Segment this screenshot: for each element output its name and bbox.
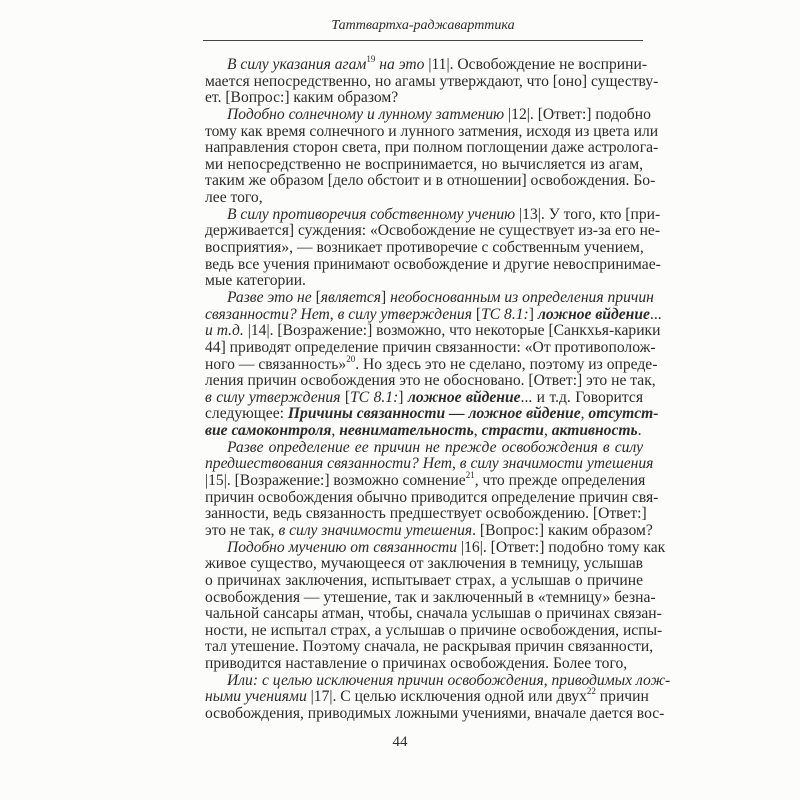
text-line <box>205 556 643 573</box>
text-run: и т.д. <box>205 322 244 340</box>
text-run: . <box>637 422 642 440</box>
text-run: невнимательность <box>339 422 474 440</box>
text-line <box>205 305 662 324</box>
text-run: , <box>451 455 460 473</box>
text-line <box>205 54 648 74</box>
text-run: |15|. [Возражение:] возможно сомнение <box>205 472 466 490</box>
footnote-ref: 22 <box>586 686 596 697</box>
text-run: в силу утверждения <box>337 305 476 323</box>
footnote-ref: 21 <box>465 470 475 481</box>
body-text <box>205 54 671 723</box>
text-line <box>205 372 656 390</box>
text-line <box>205 621 663 640</box>
text-run: [ <box>344 388 351 406</box>
text-line <box>205 440 643 457</box>
text-run: В силу указания агам <box>227 56 367 73</box>
text-run: мые категории. <box>205 272 306 290</box>
text-run: |17|. С целью исключения одной или двух <box>306 688 587 706</box>
text-run: |16|. [Ответ:] подобно тому как <box>457 538 666 556</box>
text-run: [ <box>315 288 321 306</box>
text-run: ложное вйдение <box>407 388 521 406</box>
text-line <box>205 656 643 673</box>
text-run: ] <box>528 305 538 323</box>
text-run: ми непосредственно не воспринимается, но вычисляется из агам, <box>205 155 643 173</box>
text-run: живое существо, мучающееся от заключения в темницу, услышав <box>205 555 643 573</box>
text-line <box>205 353 658 374</box>
text-run: ления причин освобождения это не обосновано. [Ответ:] это не так, <box>205 372 656 390</box>
text-line <box>205 72 659 91</box>
text-run: причин освобождения обычно приводится определение причин свя- <box>205 488 659 506</box>
text-run: Разве это не <box>227 288 316 306</box>
text-run: , <box>473 422 482 440</box>
text-run: ТС 8.1: <box>350 388 399 406</box>
text-line <box>205 273 643 290</box>
text-run: ет. [Вопрос:] каким образом? <box>205 89 399 107</box>
text-run: на это <box>375 56 425 73</box>
text-run: ности, не испытал страх, а услышав о причине освобождения, испы- <box>205 621 663 639</box>
text-run: . Но здесь это не сделано, поэтому из опреде- <box>355 355 658 373</box>
text-run: , <box>329 305 338 323</box>
text-run: ТС 8.1: <box>481 305 529 323</box>
text-line <box>205 538 666 557</box>
text-run: |14|. [Возражение:] возможно, что некоторые [Санкхья-карики <box>243 322 661 340</box>
text-line <box>205 139 659 157</box>
text-run: Разве определение ее причин не прежде освобождения в силу <box>227 438 643 456</box>
text-line <box>205 105 651 124</box>
text-line <box>205 704 665 723</box>
text-run: активность <box>551 422 638 440</box>
running-header: Таттвартха-раджаварттика <box>331 18 515 33</box>
text-run: предшествования связанности? Нет <box>205 455 452 473</box>
text-line <box>205 205 661 224</box>
text-line <box>205 470 646 490</box>
text-line <box>205 390 643 407</box>
text-line <box>205 222 661 240</box>
text-run: |13|. У того, кто [при- <box>515 205 661 223</box>
text-line <box>205 638 654 656</box>
text-run: в силу утверждения <box>205 388 345 406</box>
text-line <box>205 190 643 207</box>
text-run: , что прежде определения <box>474 472 646 490</box>
text-run: мается непосредственно, но агамы утверждают, что [оно] существу- <box>205 72 659 90</box>
text-run: ... <box>649 305 662 323</box>
text-run: ного — связанность» <box>205 355 347 373</box>
footnote-ref: 20 <box>346 353 356 364</box>
text-run: приводимых лож- <box>551 671 671 689</box>
text-run: отсутст- <box>588 405 659 423</box>
text-line <box>205 423 643 440</box>
text-run: таким же образом [дело обстоит и в отношении] освобождения. Бо- <box>205 172 656 190</box>
text-run: |12|. [Ответ:] подобно <box>504 105 651 123</box>
text-line <box>205 405 659 423</box>
text-line <box>205 671 671 690</box>
text-run: занности, ведь связанность предшествует освобождению. [Ответ:] <box>205 505 647 523</box>
text-run: в силу значимости утешения <box>459 455 654 473</box>
text-line <box>205 322 661 340</box>
text-run: это не так, <box>205 521 279 539</box>
text-run: лее того, <box>205 189 263 207</box>
text-run: Подобно солнечному и лунному затмению <box>227 105 505 123</box>
text-line <box>205 488 659 507</box>
text-run: ными учениями <box>205 688 307 706</box>
text-run: |11|. Освобождение не восприни- <box>424 56 648 73</box>
text-run: , <box>543 422 552 440</box>
text-run: , <box>580 405 589 423</box>
text-run: следующее: <box>205 405 288 423</box>
text-line <box>205 521 653 540</box>
text-line <box>205 172 656 190</box>
text-line <box>205 90 643 107</box>
text-run: [ <box>475 305 482 323</box>
text-line <box>205 288 654 307</box>
text-run: направления сторон света, при полном поглощении даже астролога- <box>205 139 659 157</box>
text-run: приводится наставление о причинах освобождения. Более того, <box>205 655 628 673</box>
text-run: держивается] суждения: «Освобождение не существует из-за его не- <box>205 222 661 240</box>
text-line <box>205 240 643 257</box>
text-run: освобождения, приводимых ложными учениями, вначале дается вос- <box>205 704 665 722</box>
text-run: Причины связанности — ложное вйдение <box>287 405 581 423</box>
text-run: восприятия», — возникает противоречие с собственным учением, <box>205 239 644 257</box>
text-run: , <box>543 671 552 689</box>
text-run: ... и т.д. Говорится <box>520 388 643 406</box>
text-run: является <box>320 288 382 306</box>
text-line <box>205 157 643 174</box>
text-run: необоснованным из определения причин <box>386 288 654 306</box>
footnote-ref: 19 <box>366 54 376 64</box>
text-run: ложное вйдение <box>537 305 650 323</box>
text-line <box>205 686 649 706</box>
text-run: ] <box>381 288 387 306</box>
text-run: , <box>331 422 340 440</box>
text-run: о причинах заключения, испытывает страх, а услышав о причине <box>205 571 643 589</box>
text-run: причин <box>595 688 649 706</box>
text-run: вие самоконтроля <box>205 422 332 440</box>
text-run: В силу противоречия собственному учению <box>227 205 516 223</box>
text-line <box>205 338 656 357</box>
text-line <box>205 573 643 590</box>
text-run: 44] приводят определение причин связанности: «От противополож- <box>205 338 656 356</box>
text-line <box>205 505 647 523</box>
text-line <box>205 122 659 141</box>
text-line <box>205 588 656 607</box>
text-run: страсти <box>481 422 544 440</box>
text-line <box>205 255 661 274</box>
text-run: Подобно мучению от связанности <box>227 538 458 556</box>
text-run: тому как время солнечного и лунного затмения, исходя из цвета или <box>205 122 659 140</box>
text-run: . [Вопрос:] каким образом? <box>472 521 653 539</box>
page-number: 44 <box>392 734 408 750</box>
text-line <box>205 455 654 473</box>
text-run: чальной сансары атман, чтобы, сначала услышав о причинах связан- <box>205 605 662 623</box>
text-run: в силу значимости утешения <box>278 521 473 539</box>
text-run: ведь все учения принимают освобождение и другие невоспринимае- <box>205 255 661 273</box>
text-line <box>205 605 662 623</box>
text-run: ] <box>398 388 408 406</box>
text-run: связанности? Нет <box>205 305 330 323</box>
text-run: тал утешение. Поэтому сначала, не раскрывая причин связанности, <box>205 638 654 656</box>
header-rule <box>203 40 643 41</box>
text-run: Или: с целью исключения причин освобождения <box>227 671 544 689</box>
text-run: освобождения — утешение, так и заключенный в «темницу» безна- <box>205 588 656 606</box>
